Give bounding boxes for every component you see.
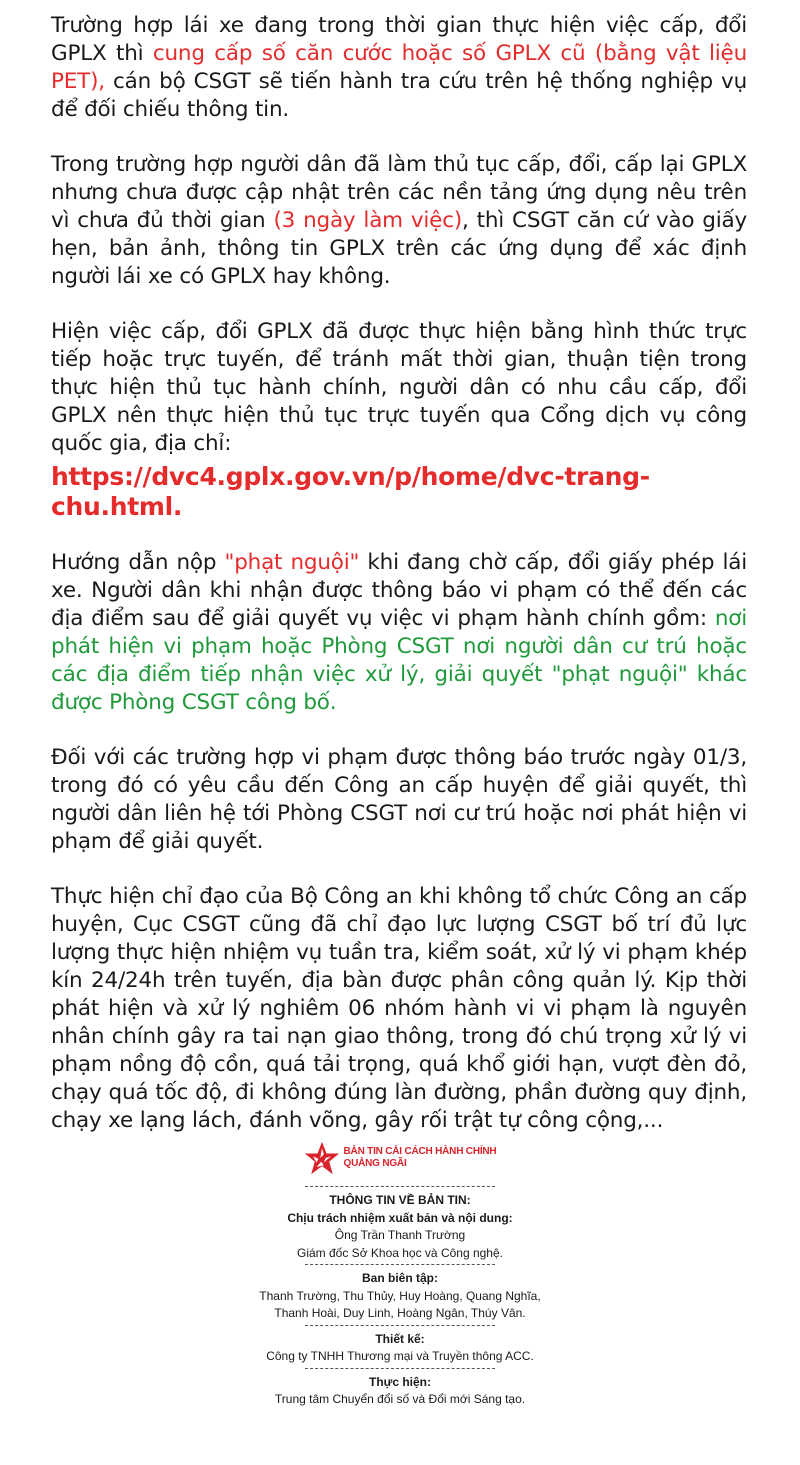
editors-line-2: Thanh Hoài, Duy Linh, Hoàng Ngân, Thúy Vân. [274, 1306, 526, 1320]
responsible-role: Giám đốc Sở Khoa học và Công nghệ. [297, 1245, 503, 1260]
p4-highlight: "phạt nguội" [224, 550, 360, 575]
star-logo-icon [304, 1140, 340, 1176]
p1-text: Trường hợp lái xe đang trong thời gian thực hiện việc cấp, đổi GPLX thì [51, 13, 747, 66]
paragraph-1 [51, 12, 747, 124]
newsletter-logo [200, 1140, 600, 1176]
design-label: Thiết kế: [375, 1331, 425, 1346]
divider [305, 1368, 495, 1369]
exec-value: Trung tâm Chuyển đổi số và Đổi mới Sáng tạo. [274, 1392, 526, 1406]
p6-text: Thực hiện chỉ đạo của Bộ Công an khi không tổ chức Công an cấp huyện, Cục CSGT cũng đã chỉ đạo lực lượng CSGT bố trí đủ lực lượng thực hiện nhiệm vụ tuần tra, kiểm soát, xử lý vi phạm khép kín 24/24h trên tuyến, địa bàn được phân công quản lý. Kịp thời phát hiện và xử lý nghiêm 06 nhóm hành vi vi phạm là nguyên nhân chính gây ra tai nạn giao thông, trong đó chú trọng xử lý vi phạm nồng độ cồn, quá tải trọng, quá khổ giới hạn, vượt đèn đỏ, chạy quá tốc độ, đi không đúng làn đường, phần đường quy định, chạy xe lạng lách, đánh võng, gây rối trật tự công cộng,... [51, 884, 747, 1133]
paragraph-6 [51, 883, 747, 1135]
p4-green-text: nơi phát hiện vi phạm hoặc Phòng CSGT nơi người dân cư trú hoặc các địa điểm tiếp nhận việc xử lý, giải quyết "phạt nguội" khác được Phòng CSGT công bố. [51, 606, 747, 715]
article-body [51, 12, 747, 1162]
divider [305, 1186, 495, 1187]
divider [305, 1325, 495, 1326]
p3-text: Hiện việc cấp, đổi GPLX đã được thực hiện bằng hình thức trực tiếp hoặc trực tuyến, để tránh mất thời gian, thuận tiện trong thực hiện thủ tục hành chính, người dân có nhu cầu cấp, đổi GPLX nên thực hiện thủ tục trực tuyến qua Cổng dịch vụ công quốc gia, địa chỉ: [51, 319, 747, 456]
logo-line-1: BẢN TIN CẢI CÁCH HÀNH CHÍNH [343, 1146, 497, 1157]
newsletter-footer [200, 1140, 600, 1409]
p2-text-after: , thì CSGT căn cứ vào giấy hẹn, bản ảnh, thông tin GPLX trên các ứng dụng để xác định người lái xe có GPLX hay không. [51, 208, 747, 289]
p1-highlight: cung cấp số căn cước hoặc số GPLX cũ (bằng vật liệu PET), [51, 41, 747, 94]
responsible-label: Chịu trách nhiệm xuất bản và nội dung: [287, 1210, 513, 1225]
exec-label: Thực hiện: [368, 1374, 432, 1389]
dvc-portal-link[interactable]: https://dvc4.gplx.gov.vn/p/home/dvc-trang-chu.html. [51, 462, 650, 521]
editors-line-1: Thanh Trường, Thu Thủy, Huy Hoàng, Quang Nghĩa, [259, 1288, 541, 1303]
p4-text-middle: khi đang chờ cấp, đổi giấy phép lái xe. Người dân khi nhận được thông báo vi phạm có thể đến các địa điểm sau để giải quyết vụ việc vi phạm hành chính gồm: [51, 550, 747, 631]
p2-text: Trong trường hợp người dân đã làm thủ tục cấp, đổi, cấp lại GPLX nhưng chưa được cập nhật trên các nền tảng ứng dụng nêu trên vì chưa đủ thời gian [51, 152, 747, 233]
info-title: THÔNG TIN VỀ BẢN TIN: [329, 1193, 471, 1207]
paragraph-3 [51, 318, 747, 522]
p4-text: Hướng dẫn nộp [51, 550, 225, 575]
design-value: Công ty TNHH Thương mại và Truyền thông ACC. [266, 1349, 534, 1363]
responsible-name: Ông Trần Thanh Trường [334, 1228, 466, 1242]
editors-label: Ban biên tập: [361, 1271, 438, 1285]
paragraph-5 [51, 744, 747, 856]
paragraph-4 [51, 549, 747, 717]
p2-highlight: (3 ngày làm việc) [273, 208, 463, 233]
logo-line-2: QUẢNG NGÃI [343, 1158, 407, 1169]
p1-text-after: cán bộ CSGT sẽ tiến hành tra cứu trên hệ thống nghiệp vụ để đối chiếu thông tin. [51, 69, 747, 122]
paragraph-2 [51, 151, 747, 291]
p5-text: Đối với các trường hợp vi phạm được thông báo trước ngày 01/3, trong đó có yêu cầu đến Công an cấp huyện để giải quyết, thì người dân liên hệ tới Phòng CSGT nơi cư trú hoặc nơi phát hiện vi phạm để giải quyết. [51, 745, 747, 854]
divider [305, 1264, 495, 1265]
